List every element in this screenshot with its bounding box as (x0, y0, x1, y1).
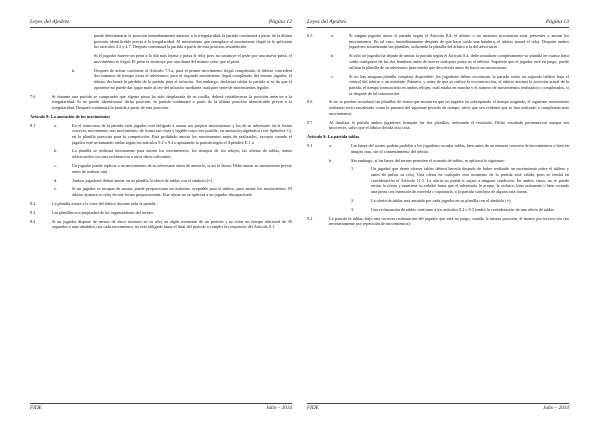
article-number: 8.1 (30, 122, 36, 128)
article-number: 7.6 (30, 93, 36, 99)
paragraph-text: Si no hay ninguna planilla completa disponible, los jugadores deben reconstruir la partida sobre un segundo tablero bajo el control del árbitro o un asistente. Primero, y antes de que se realice la reconstrucción, el árbitro anotará la posición actual de la partida, el tiempo transcurrido en ambos relojes, cuál estaba en marcha y el número de movimientos realizados o completados, si se dispone de tal información. (349, 73, 569, 96)
paragraph (307, 207, 569, 213)
paragraph (307, 33, 569, 50)
paragraph (307, 216, 569, 227)
paragraph-text: La planilla se utilizará únicamente para anotar los movimientos, los tiempos de los relojes, las ofertas de tablas, temas relacionados con una reclamación u otros datos relevantes. (72, 148, 292, 160)
paragraph-text: Si ningún jugador anota la partida según el Artículo 8.4, el árbitro o un asistente procurarán estar presentes y anotar los movimientos. En tal caso, inmediatamente después de que haya caído una bandera, el árbitro parará el reloj. Después ambos jugadores actualizarán sus planillas, utilizando la planilla del árbitro o la del adversario. (349, 33, 569, 50)
item-number: 2. (351, 198, 355, 203)
footer-date: Julio – 2014 (266, 405, 292, 411)
item-letter: a. (331, 33, 334, 38)
footer-date: Julio – 2014 (543, 405, 569, 411)
paragraph (307, 166, 569, 194)
paragraph-text: Si un jugador es incapaz de anotar, puede proporcionar un asistente, aceptable para el árbitro, para anotar los movimientos. El árbitro ajustará su reloj de una forma proporcionada. Este ajuste no se aplicará a un jugador discapacitado. (72, 186, 292, 198)
item-letter: b. (72, 67, 76, 73)
paragraph-text: Un jugador puede replicar a un movimiento de su adversario antes de anotarlo, si así lo desea. Debe anotar su movimiento previo antes de realizar otra. (72, 163, 292, 174)
paragraph-text: Ambos jugadores deben anotar en su planilla la oferta de tablas con el símbolo (=). (72, 177, 214, 183)
paragraph-text: Sin embargo, si las bases del torneo permiten el acuerdo de tablas, se aplicará lo siguiente: (351, 157, 505, 163)
paragraph-text: Las planillas son propiedad de los organizadores del torneo. (52, 209, 154, 215)
paragraph-text: Un jugador que desee ofrecer tablas deberá hacerlo después de haber realizado un movimiento sobre el tablero y antes de pulsar su reloj. Una oferta en cualquier otro momento de la partida será válida, pero se tendrá en consideración el Artículo 11.5. La oferta no puede ir sujeta a ninguna condición. En ambos casos, no se puede retirar la oferta y mantiene su validez hasta que el adversario la acepte, la rechace, bien oralmente o bien tocando una pieza con intención de moverla o capturarla, o la partida concluya de alguna otra forma. (371, 166, 569, 195)
paragraph (30, 148, 292, 159)
paragraph-text: La planilla estará a la vista del árbitro durante toda la partida. (52, 201, 157, 206)
paragraph (30, 68, 292, 91)
item-letter: b. (331, 53, 335, 59)
paragraph (307, 74, 569, 97)
item-letter: e. (54, 186, 57, 192)
item-letter: a. (54, 122, 57, 128)
item-letter: b. (329, 157, 333, 163)
item-number: 3. (351, 206, 355, 212)
paragraph (30, 163, 292, 174)
page-header (30, 19, 292, 28)
paragraph (30, 123, 292, 146)
page-footer (30, 403, 292, 413)
article-number: 8.7 (307, 119, 313, 125)
item-letter: b. (54, 148, 58, 154)
paragraph-text: Si no se pueden actualizar las planillas de forma que muestren que un jugador ha sobrepasado el tiempo asignado, el siguiente movimiento realizado será considerado como la primera del siguiente periodo de tiempo, salvo que sea evidente que se han realizado o completado más movimientos. (329, 99, 569, 116)
paragraph (30, 219, 292, 230)
paragraph-text: La oferta de tablas será anotada por cada jugador en su planilla con el símbolo (=). (371, 198, 512, 203)
article-number: 8.5 (307, 33, 313, 38)
paragraph-text: puede determinarse la posición inmediatamente anterior a la irregularidad, la partida continuará a partir de la última posición identificable previa a la irregularidad. Al movimiento que reemplace al movimiento ilegal se le aplicarán los artículos 4.3 y 4.7. Después continuará la partida a partir de esta posición restablecida. Si el jugador mueve un peón a la fila más lejana y pulsa el reloj pero no sustituye el peón por una nueva pieza, el movimiento es ilegal. El peón se sustituye por una dama del mismo color que el peón. (94, 33, 292, 64)
paragraph (307, 99, 569, 116)
paragraph (30, 178, 292, 184)
section-heading: Artículo 8: La anotación de los movimientos (30, 113, 111, 119)
paragraph-text: En el transcurso de la partida cada jugador está obligado a anotar sus propios movimientos y los de su adversario en la forma correcta, movimiento tras movimiento, de forma tan clara y legible como sea posible, en anotación algebraica (ver Apéndice C), en la planilla prescrita para la competición. Está prohibido anotar los movimientos antes de realizarlos, excepto cuando el jugador esté reclamando tablas según los artículos 9.2 o 9.3 o aplazando la partida según el Apéndice E.1.a (72, 122, 292, 145)
paragraph (307, 53, 569, 70)
paragraph (307, 198, 569, 204)
paragraph-text: Las bases del torneo podrán prohibir a los jugadores acordar tablas, bien antes de un número concreto de movimientos o bien en ningún caso, sin el consentimiento del árbitro. (351, 142, 569, 154)
item-letter: a. (329, 142, 332, 148)
item-letter: c. (331, 73, 334, 79)
paragraph (30, 33, 292, 64)
paragraph (30, 186, 292, 197)
header-page-number: Página 13 (545, 19, 569, 25)
article-number: 9.1 (307, 142, 313, 148)
article-number: 8.6 (307, 99, 313, 105)
item-letter: d. (54, 177, 58, 183)
paragraph-text: Si un jugador dispone de menos de cinco minutos en su reloj en algún momento de un periodo y no tiene un tiempo adicional de 30 segundos o más añadidos con cada movimiento, no está obligado hasta el final del periodo a cumplir los requisitos del Artículo 8.1. (52, 218, 292, 230)
page-right (307, 8, 569, 416)
page-footer (307, 403, 569, 413)
paragraph-text: Al finalizar la partida ambos jugadores firmarán las dos planillas, indicando el resultado. Dicho resultado permanecerá aunque sea incorrecto, salvo que el árbitro decida otra cosa. (329, 119, 569, 131)
item-number: 1. (351, 166, 355, 172)
paragraph (307, 158, 569, 164)
item-letter: c. (54, 163, 57, 168)
article-number: 8.2 (30, 201, 36, 206)
paragraph (307, 143, 569, 154)
page-body (30, 33, 292, 233)
paragraph (30, 210, 292, 216)
paragraph-text: La partida es tablas, bajo una correcta reclamación del jugador que está en juego, cuando la misma posición, al menos por tercera vez (no necesariamente por repetición de movimientos): (329, 215, 569, 227)
page-left (30, 8, 292, 416)
paragraph (307, 120, 569, 131)
paragraph (30, 201, 292, 207)
footer-org: FIDE (307, 405, 319, 411)
article-number: 8.3 (30, 209, 36, 215)
header-title: Leyes del Ajedrez (30, 19, 70, 25)
paragraph-text: Después de actuar conforme al Artículo 7.5.a, para el primer movimiento ilegal completado, el árbitro concederá dos minutos de tiempo extra al adversario; para el segundo movimiento ilegal completado del mismo jugador, el árbitro declarará la pérdida de la partida para el infractor. Sin embargo, declarará tablas la partida si se da que el oponente no puede dar jaque mate al rey del infractor mediante cualquier serie de movimientos legales. (94, 67, 292, 90)
page-body (307, 33, 569, 230)
header-title: Leyes del Ajedrez (307, 19, 347, 25)
article-number: 8.4 (30, 218, 36, 224)
section-heading: Artículo 9: La partida tablas (307, 134, 360, 140)
paragraph-text: Si durante una partida se comprueba que alguna pieza ha sido desplazada de su casilla, deberá restablecerse la posición anterior a la irregularidad. Si no puede identificarse dicha posición, la partida continuará a partir de la última posición identificable previa a la irregularidad. Después continuará la partida a partir de esta posición. (52, 93, 292, 110)
paragraph (30, 94, 292, 111)
page-header (307, 19, 569, 28)
header-page-number: Página 12 (268, 19, 292, 25)
paragraph-text: Una reclamación de tablas conforme a los artículos 9.2 o 9.3 tendrá la consideración de una oferta de tablas. (371, 206, 555, 212)
paragraph-text: Si sólo un jugador ha dejado de anotar la partida según el Artículo 8.4, debe actualizar completamente su planilla en cuanto haya caído cualquiera de las dos banderas antes de mover cualquier pieza en el tablero. Supuesto que el jugador esté en juego, puede utilizar la planilla de su adversario pero tendrá que devolverla antes de hacer un movimiento. (349, 53, 569, 70)
footer-org: FIDE (30, 405, 42, 411)
article-number: 9.2 (307, 215, 313, 221)
